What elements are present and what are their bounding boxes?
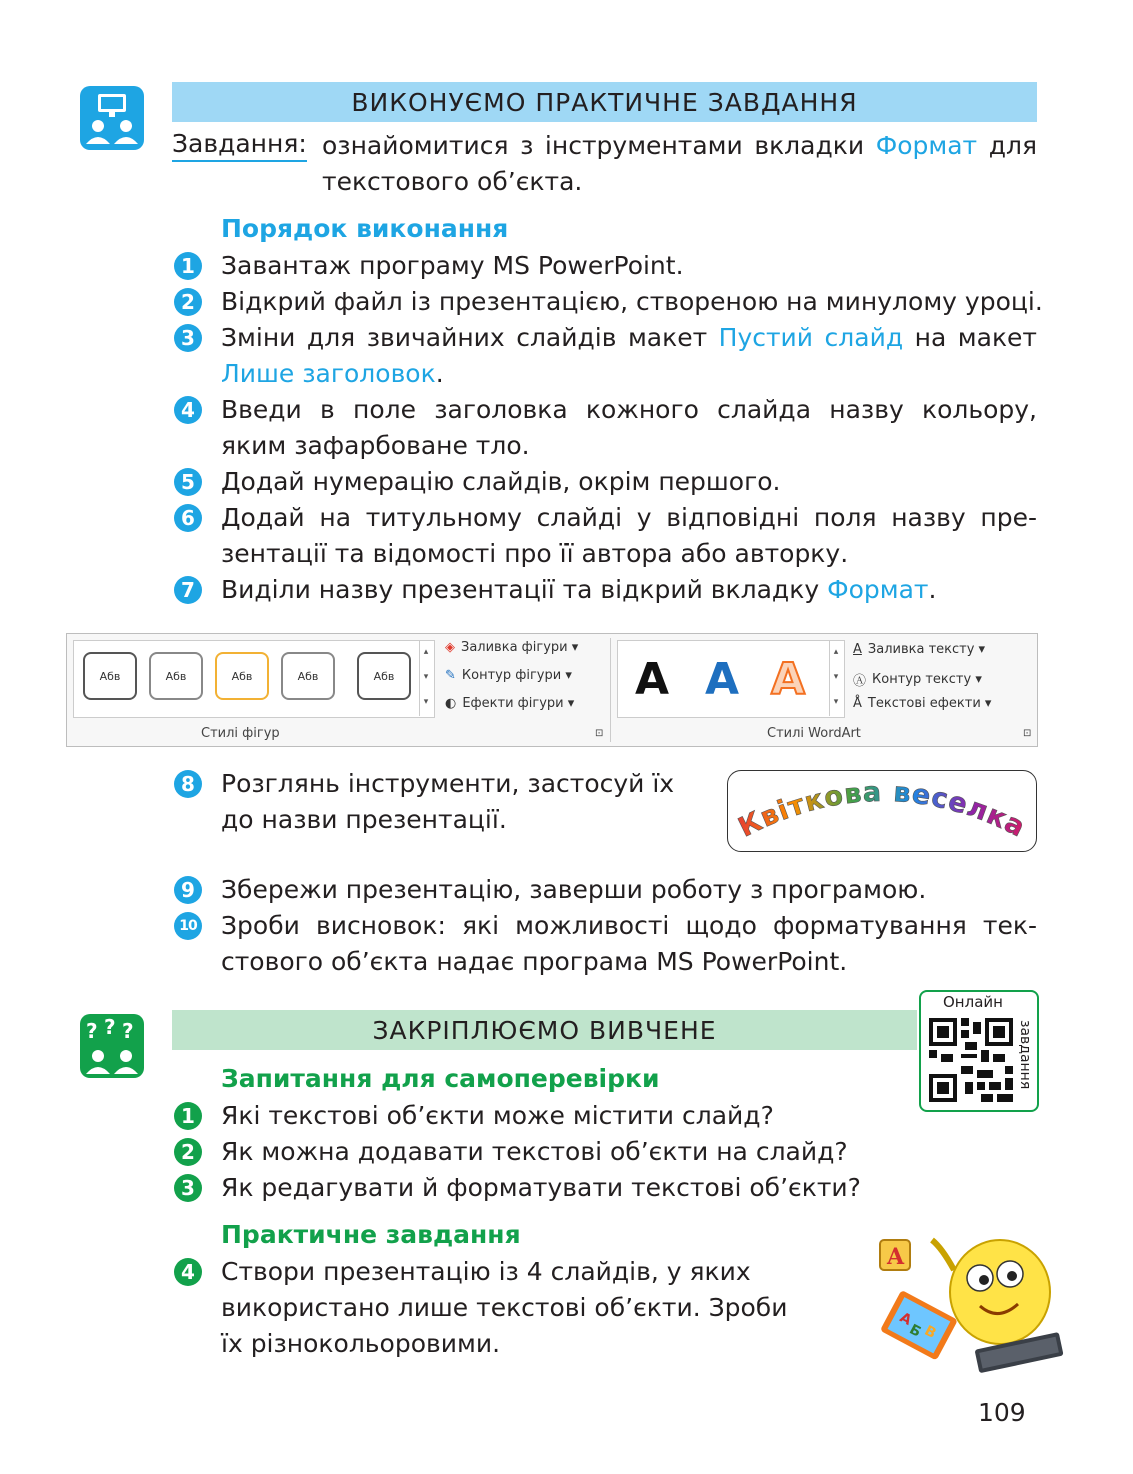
task-side-label: завдання	[1017, 1020, 1033, 1090]
step-9-text: Збережи презентацію, заверши роботу з програмою.	[221, 875, 927, 904]
step-text: Зміни для звичайних слайдів макет	[221, 323, 719, 352]
task-line-1	[322, 128, 1037, 164]
mascot-illustration	[872, 1228, 1068, 1376]
step-number: 2	[174, 288, 202, 316]
text-fill-command[interactable]	[853, 642, 985, 657]
page-number: 109	[978, 1398, 1026, 1427]
step-10-line-2: стового об’єкта надає програма MS PowerPoint.	[221, 947, 848, 976]
step-number: 9	[174, 876, 202, 904]
layout-ref: Пустий слайд	[718, 323, 904, 352]
step-3-line-1	[221, 320, 1037, 356]
command-label: Ефекти фігури ▾	[462, 696, 575, 711]
step-10-line-1: Зроби висновок: які можливості щодо форматування тек-	[221, 911, 1037, 940]
text-outline-icon: Ⓐ	[853, 674, 867, 689]
tablet-letter: В	[921, 1322, 939, 1342]
svg-text:?: ?	[122, 1019, 134, 1043]
task-number: 4	[174, 1258, 202, 1286]
shape-style-swatch[interactable]: Абв	[281, 652, 335, 700]
step-4-line-1: Введи в поле заголовка кожного слайда назву кольору,	[221, 395, 1037, 424]
format-ribbon	[66, 633, 1038, 747]
effects-icon: ◐	[445, 696, 457, 711]
task-line-2: текстового об’єкта.	[322, 167, 583, 196]
command-label: Заливка фігури ▾	[461, 640, 579, 655]
text-effects-icon: Å	[853, 696, 862, 711]
shape-fill-command[interactable]	[445, 640, 578, 655]
step-number: 1	[174, 252, 202, 280]
step-6-line-2: зентації та відомості про її автора або авторку.	[221, 539, 849, 568]
task-text: ознайомитися з інструментами вкладки	[322, 131, 876, 160]
wordart-style-black[interactable]: A	[635, 654, 670, 705]
step-text: на макет	[903, 323, 1037, 352]
svg-text:?: ?	[104, 1015, 116, 1039]
consolidate-banner: ЗАКРІПЛЮЄМО ВИВЧЕНЕ	[172, 1010, 917, 1050]
step-number: 8	[174, 770, 202, 798]
step-3-line-2	[221, 356, 444, 392]
pen-icon: ✎	[445, 668, 456, 683]
step-number: 5	[174, 468, 202, 496]
practical-heading: Практичне завдання	[221, 1220, 521, 1249]
text-effects-command[interactable]	[853, 696, 991, 711]
computer-users-icon	[80, 86, 144, 150]
tablet-letter: А	[897, 1309, 915, 1329]
online-label: Онлайн	[943, 993, 1003, 1011]
questions-icon	[80, 1014, 144, 1078]
step-4-line-2: яким зафарбоване тло.	[221, 431, 530, 460]
format-tab-ref: Формат	[875, 131, 978, 160]
step-7-text	[221, 572, 936, 608]
question-3-text: Як редагувати й форматувати текстові об’єкти?	[221, 1173, 861, 1202]
shape-style-swatch[interactable]: Абв	[215, 652, 269, 700]
step-5-text: Додай нумерацію слайдів, окрім першого.	[221, 467, 781, 496]
wordart-sample-box	[727, 770, 1037, 852]
step-text: .	[928, 575, 937, 604]
step-number: 3	[174, 324, 202, 352]
task-4-line-3: їх різнокольоровими.	[221, 1329, 501, 1358]
command-label: Заливка тексту ▾	[867, 642, 986, 657]
shape-style-swatch[interactable]: Абв	[357, 652, 411, 700]
questions-heading: Запитання для самоперевірки	[221, 1064, 660, 1093]
command-label: Текстові ефекти ▾	[867, 696, 992, 711]
online-task-qr-block[interactable]	[919, 990, 1039, 1112]
format-tab-ref: Формат	[827, 575, 929, 604]
step-text: Виділи назву презентації та відкрий вкладку	[221, 575, 828, 604]
step-8-line-1: Розглянь інструменти, застосуй їх	[221, 769, 675, 798]
wordart-styles-label: Стилі WordArt	[767, 726, 861, 741]
dialog-launcher-icon[interactable]: ⊡	[595, 728, 604, 739]
step-number: 10	[174, 912, 202, 940]
task-text: для	[977, 131, 1037, 160]
shape-effects-command[interactable]	[445, 696, 574, 711]
ribbon-divider	[610, 638, 611, 742]
tablet-letter: Б	[906, 1321, 924, 1341]
wordart-arched-text: Квіткова веселка	[733, 776, 1031, 844]
step-6-line-1: Додай на титульному слайді у відповідні поля назву пре-	[221, 503, 1037, 532]
dialog-launcher-icon[interactable]: ⊡	[1023, 728, 1032, 739]
practical-task-banner: ВИКОНУЄМО ПРАКТИЧНЕ ЗАВДАННЯ	[172, 82, 1037, 122]
step-text: .	[435, 359, 444, 388]
step-2-text: Відкрий файл із презентацією, створеною на минулому уроці.	[221, 287, 1043, 316]
wordart-style-blue[interactable]: A	[705, 654, 740, 705]
question-number: 3	[174, 1174, 202, 1202]
question-1-text: Які текстові об’єкти може містити слайд?	[221, 1101, 774, 1130]
svg-text:?: ?	[86, 1019, 98, 1043]
shape-outline-command[interactable]	[445, 668, 572, 683]
paint-bucket-icon: ◈	[445, 640, 455, 655]
step-number: 6	[174, 504, 202, 532]
question-2-text: Як можна додавати текстові об’єкти на слайд?	[221, 1137, 848, 1166]
qr-code-icon	[929, 1018, 1013, 1102]
text-fill-icon: A	[853, 642, 862, 657]
task-label: Завдання:	[172, 128, 307, 162]
step-8-line-2: до назви презентації.	[221, 805, 507, 834]
wordart-style-orange[interactable]: A	[771, 654, 806, 705]
question-number: 2	[174, 1138, 202, 1166]
gallery-scroll[interactable]: ▴ ▾ ▾	[829, 640, 842, 716]
shape-style-swatch[interactable]: Абв	[83, 652, 137, 700]
shape-style-swatch[interactable]: Абв	[149, 652, 203, 700]
step-number: 4	[174, 396, 202, 424]
command-label: Контур фігури ▾	[461, 668, 572, 683]
command-label: Контур тексту ▾	[872, 672, 982, 687]
question-number: 1	[174, 1102, 202, 1130]
step-1-text: Завантаж програму MS PowerPoint.	[221, 251, 684, 280]
layout-ref: Лише заголовок	[221, 359, 436, 388]
task-4-line-1: Створи презентацію із 4 слайдів, у яких	[221, 1257, 751, 1286]
letter-tile-text: A	[887, 1244, 905, 1270]
order-heading: Порядок виконання	[221, 214, 509, 243]
shape-styles-label: Стилі фігур	[201, 726, 280, 741]
step-number: 7	[174, 576, 202, 604]
task-4-line-2: використано лише текстові об’єкти. Зроби	[221, 1293, 788, 1322]
text-outline-command[interactable]	[853, 670, 982, 689]
gallery-scroll[interactable]: ▴ ▾ ▾	[419, 640, 432, 716]
